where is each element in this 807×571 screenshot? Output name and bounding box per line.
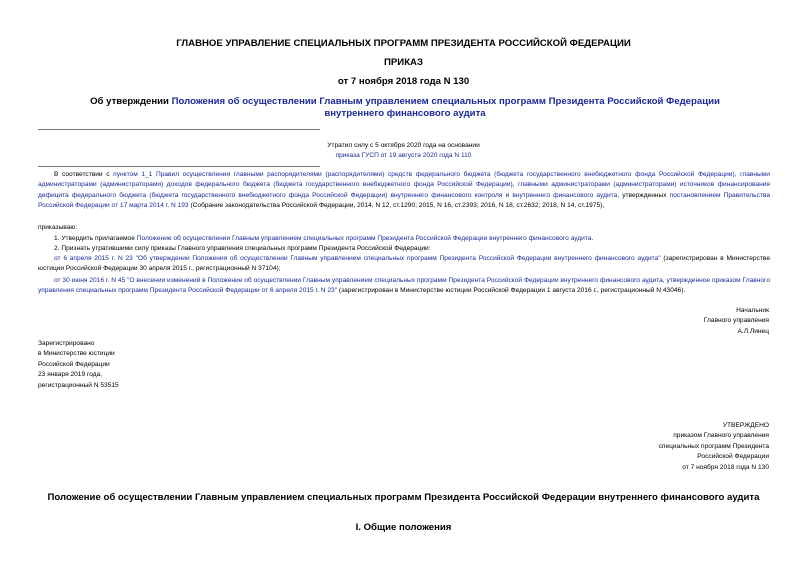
item-1-link[interactable]: Положение об осуществлении Главным управлением специальных программ Президента Российской Федерации внутреннего финансового аудита xyxy=(136,235,592,242)
preamble-text-1: В соответствии с xyxy=(54,171,114,178)
header-divider xyxy=(38,129,320,130)
registration-block xyxy=(38,339,119,391)
item-2b-text: (зарегистрирован в Министерстве юстиции Российской Федерации 1 августа 2016 г., регистрационный N 43046). xyxy=(337,287,686,295)
doc-title-prefix: Об утверждении xyxy=(90,96,172,107)
doc-date-number: от 7 ноября 2018 года N 130 xyxy=(337,76,470,87)
item-2: 2. Признать утратившими силу приказы Главного управления специальных программ Президента Российской Федерации: xyxy=(54,245,431,252)
approval-line4: Российской Федерации xyxy=(697,453,769,461)
item-1-text: 1. Утвердить прилагаемое xyxy=(54,235,137,242)
agency-heading: ГЛАВНОЕ УПРАВЛЕНИЕ СПЕЦИАЛЬНЫХ ПРОГРАММ ПРЕЗИДЕНТА РОССИЙСКОЙ ФЕДЕРАЦИИ xyxy=(176,38,631,49)
signature-line3: А.Л.Линец xyxy=(737,327,769,335)
registration-line1: Зарегистрировано xyxy=(38,340,95,347)
registration-line2: в Министерстве юстиции xyxy=(38,350,115,358)
preamble-text-2: , утвержденных xyxy=(617,191,670,199)
registration-line4: 23 января 2019 года, xyxy=(38,371,103,379)
approval-line5: от 7 ноября 2018 года N 130 xyxy=(682,463,769,471)
preamble-paragraph xyxy=(38,170,770,212)
item-2a-link[interactable]: от 6 апреля 2015 г. N 23 "Об утверждении Положения об осуществлении Главным управлением специальных программ Президента Российской Федерации внутреннего финансового аудита" xyxy=(54,255,661,262)
item-2b-link[interactable]: от 30 июня 2016 г. N 45 "О внесении изменений в Положение об осуществлении Главным управлением специальных программ Президента Российской Федерации внутреннего финансового аудита, утвержденное приказом Главного управления специальных программ Президента Российской Федерации от 6 апреля 2015 г. N 23" xyxy=(38,277,770,295)
section-1-heading: I. Общие положения xyxy=(355,522,452,533)
status-divider xyxy=(38,166,320,167)
status-note xyxy=(0,141,807,162)
status-note-line1: Утратил силу с 5 октября 2020 года на основании xyxy=(327,142,480,149)
doc-type: ПРИКАЗ xyxy=(384,57,423,68)
approval-line3: специальных программ Президента xyxy=(658,442,769,450)
signature-block xyxy=(704,306,769,337)
signature-line1: Начальник xyxy=(736,307,769,314)
approval-line2: приказом Главного управления xyxy=(673,432,769,440)
item-2b xyxy=(38,276,770,297)
item-2a xyxy=(38,254,770,275)
order-word: приказываю: xyxy=(38,224,78,231)
registration-line5: регистрационный N 53515 xyxy=(38,381,119,389)
preamble-text-3: (Собрание законодательства Российской Федерации, 2014, N 12, ст.1290; 2015, N 16, ст.2393; 2016, N 18, ст.2632; 2018, N 14, ст.1975), xyxy=(188,202,605,210)
approval-line1: УТВЕРЖДЕНО xyxy=(722,422,769,429)
registration-line3: Российской Федерации xyxy=(38,360,110,368)
approval-block xyxy=(659,421,769,473)
signature-line2: Главного управления xyxy=(703,317,769,325)
doc-title-link[interactable]: Положения об осуществлении Главным управлением специальных программ Президента Российской Федерации внутреннего финансового аудита xyxy=(171,96,720,119)
appendix-title: Положение об осуществлении Главным управлением специальных программ Президента Российской Федерации внутреннего финансового аудита xyxy=(47,492,760,503)
doc-title xyxy=(60,96,750,119)
item-2a-text: (зарегистрирован в Министерстве юстиции Российской Федерации 30 апреля 2015 г., регистрационный N 37104); xyxy=(38,255,771,273)
rules-link[interactable]: пунктом 1_1 Правил осуществления главными распорядителями (распорядителями) средств федерального бюджета (бюджета государственного внебюджетного фонда Российской Федерации), главными администраторами (администраторами) доходов федерального бюджета (бюджета государственного внебюджетного фонда Российской Федерации), главными администраторами (администраторами) источников финансирования дефицита федерального бюджета (бюджета государственного внебюджетного фонда Российской Федерации) внутреннего финансового контроля и внутреннего финансового аудита xyxy=(38,171,770,199)
item-1 xyxy=(38,234,770,244)
resolution-link[interactable]: постановлением Правительства Российской Федерации от 17 марта 2014 г. N 193 xyxy=(38,191,770,210)
item-1-end: . xyxy=(591,235,594,242)
status-note-link[interactable]: приказа ГУСП от 19 августа 2020 года N 110 xyxy=(335,152,472,160)
